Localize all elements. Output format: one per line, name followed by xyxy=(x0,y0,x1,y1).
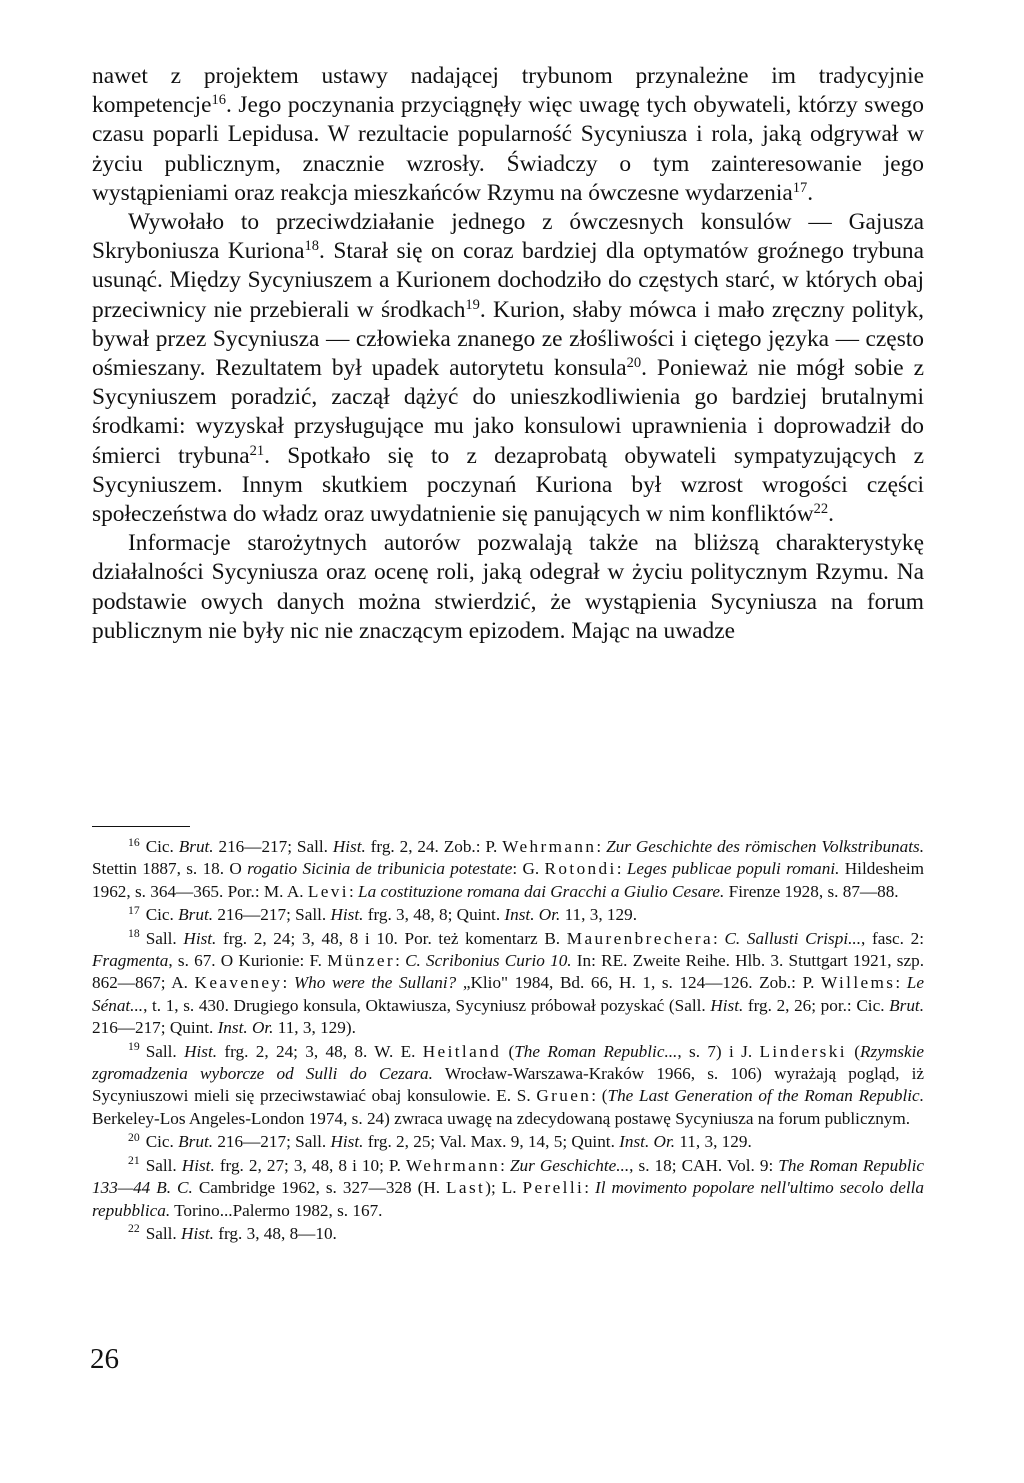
text-run: . xyxy=(828,501,834,528)
text-run: : xyxy=(584,1178,595,1198)
text-run: Brut. xyxy=(178,837,214,856)
text-run: Hist. xyxy=(710,995,744,1015)
paragraph-3: Informacje starożytnych autorów pozwalają także na bliższą charakterystykę działalności Sycyniusza oraz ocenę roli, jaką odegrał w życiu politycznym Rzymu. Na podstawie owych danych można stwierdzić, że wystąpienia Sycyniusza na forum publicznym nie były nic nie znaczącym epizodem. Mając na uwadze xyxy=(92,530,924,644)
text-run: nawet z projektem ustawy nadającej trybunom przynależne im tradycyjnie kompetencje xyxy=(92,63,924,119)
text-run: Berkeley-Los Angeles-London 1974, s. 24) zwraca uwagę na zdecydowaną postawę Sycyniusza na forum publicznym. xyxy=(92,1108,911,1128)
text-run: Hist. xyxy=(183,928,217,948)
footnote-ref-17: 17 xyxy=(792,179,808,196)
text-run: Inst. Or. xyxy=(504,905,561,925)
main-text xyxy=(92,62,924,646)
footnote-22 xyxy=(92,1223,924,1245)
text-run: Fragmenta xyxy=(92,951,169,971)
text-run: Stettin 1887, s. 18. O xyxy=(92,859,248,879)
footnote-19 xyxy=(92,1041,924,1131)
text-run: : G. xyxy=(512,859,545,879)
text-run: frg. 2, 24; 3, 48, 8. W. E. xyxy=(217,1041,423,1061)
text-run: 216—217; Quint. xyxy=(92,1018,218,1038)
text-run: Who were the Sullani? xyxy=(293,973,457,993)
text-run: frg. 2, 24. Zob.: P. xyxy=(365,837,503,856)
text-run: : xyxy=(712,928,725,948)
author-name: Rotondi xyxy=(544,859,617,879)
text-run: , fasc. 2: xyxy=(861,928,924,948)
text-run: : xyxy=(282,973,294,993)
author-name: Gruen xyxy=(536,1086,592,1106)
text-run: 216—217; Sall. xyxy=(213,905,331,925)
footnote-number: 16 xyxy=(128,835,140,849)
text-run: Hist. xyxy=(330,905,364,925)
text-run: Brut. xyxy=(889,995,924,1015)
text-run: : xyxy=(395,951,406,971)
text-run: ( xyxy=(846,1041,861,1061)
text-run: Hist. xyxy=(330,1132,364,1152)
text-run: C. Sallusti Crispi... xyxy=(724,928,861,948)
text-run: 11, 3, 129. xyxy=(560,905,638,925)
footnote-18 xyxy=(92,928,924,1040)
footnote-number: 21 xyxy=(128,1154,140,1168)
text-run: Hist. xyxy=(184,1041,218,1061)
text-run: , s. 67. O Kurionie: F. xyxy=(168,951,328,971)
text-run: : xyxy=(616,859,627,879)
text-run: Cic. xyxy=(145,905,179,925)
text-run: Cic. xyxy=(145,1132,179,1152)
text-run: : xyxy=(596,837,607,856)
text-run: , t. 1, s. 430. Drugiego konsula, Oktawiusza, Sycyniusz próbował pozyskać (Sall. xyxy=(143,995,711,1015)
text-run: Il movimento popolare nell'ultimo secolo della repubblica. xyxy=(92,1178,924,1220)
author-name: Perelli xyxy=(522,1178,585,1198)
author-name: Maurenbrechera xyxy=(566,928,713,948)
text-run: 11, 3, 129. xyxy=(675,1132,752,1152)
text-run: : xyxy=(895,973,907,993)
text-run: Firenze 1928, s. 87—88. xyxy=(724,881,899,901)
text-run: , s. 7) i J. xyxy=(677,1041,760,1061)
footnote-number: 22 xyxy=(128,1222,140,1236)
text-run: : xyxy=(348,881,359,901)
author-name: Linderski xyxy=(759,1041,847,1061)
footnote-number: 20 xyxy=(128,1130,140,1144)
footnote-ref-22: 22 xyxy=(813,501,829,518)
text-run: The Last Generation of the Roman Republic. xyxy=(607,1086,924,1106)
footnote-16 xyxy=(92,836,924,903)
footnote-ref-16: 16 xyxy=(211,92,227,109)
text-run: Sall. xyxy=(145,928,184,948)
text-run: frg. 3, 48, 8—10. xyxy=(213,1223,337,1243)
text-run: Sall. xyxy=(145,1041,185,1061)
text-run: In: RE. Zweite Reihe. Hlb. 3. Stuttgart 1921, szp. 862—867; A. xyxy=(92,951,925,993)
text-run: Wywołało to przeciwdziałanie jednego z ówczesnych konsulów — Gajusza Skryboniusza Kuriona xyxy=(92,209,924,265)
text-run: , s. 18; CAH. Vol. 9: xyxy=(629,1155,779,1175)
page-number: 26 xyxy=(90,1343,119,1375)
footnotes xyxy=(92,836,924,1246)
text-run: frg. 2, 27; 3, 48, 8 i 10; P. xyxy=(214,1155,406,1175)
text-run: . xyxy=(807,179,814,206)
footnote-number: 17 xyxy=(128,903,140,917)
author-name: Münzer xyxy=(327,951,396,971)
footnote-number: 19 xyxy=(128,1040,140,1054)
text-run: Sall. xyxy=(145,1155,182,1175)
paragraph-2 xyxy=(92,208,924,529)
text-run: frg. 3, 48, 8; Quint. xyxy=(363,905,505,925)
author-name: Last xyxy=(446,1178,486,1198)
footnote-ref-20: 20 xyxy=(626,355,642,372)
text-run: frg. 2, 26; por.: Cic. xyxy=(743,995,890,1015)
text-run: 11, 3, 129). xyxy=(273,1018,356,1038)
text-run: frg. 2, 24; 3, 48, 8 i 10. Por. też komentarz B. xyxy=(216,928,567,948)
author-name: Wehrmann xyxy=(405,1155,501,1175)
text-run: C. Scribonius Curio 10. xyxy=(405,951,572,971)
text-run: Inst. Or. xyxy=(619,1132,676,1152)
text-run: „Klio" 1984, Bd. 66, H. 1, s. 124—126. Zob.: P. xyxy=(456,973,822,993)
text-run: Hildesheim 1962, s. 364—365. Por.: M. A. xyxy=(92,859,925,901)
text-run: The Roman Republic 133—44 B. C. xyxy=(92,1155,924,1198)
author-name: Keaveney xyxy=(194,973,283,993)
text-run: Leges publicae populi romani. xyxy=(626,859,840,879)
paragraph-1 xyxy=(92,62,924,208)
text-run: The Roman Republic... xyxy=(514,1041,678,1061)
footnote-ref-19: 19 xyxy=(465,296,480,313)
footnote-21 xyxy=(92,1155,924,1222)
text-run: : xyxy=(500,1155,510,1175)
text-run: Hist. xyxy=(181,1155,215,1175)
text-run: Brut. xyxy=(178,1132,214,1152)
text-run: Zur Geschichte des römischen Volkstribunats. xyxy=(606,837,925,856)
text-run: Brut. xyxy=(178,905,214,925)
text-run: Sall. xyxy=(145,1223,182,1243)
text-run: Torino...Palermo 1982, s. 167. xyxy=(170,1200,383,1220)
author-name: Heitland xyxy=(422,1041,502,1061)
text-run: Cambridge 1962, s. 327—328 (H. xyxy=(192,1178,447,1198)
text-run: . Ponieważ nie mógł sobie z Sycyniuszem poradzić, zaczął dążyć do unieszkodliwienia go bardziej brutalnymi środkami: wyzyskał przysługujące mu jako konsulowi uprawnienia i doprowadził do śmierci trybuna xyxy=(92,355,924,469)
text-run: ); L. xyxy=(485,1178,523,1198)
author-name: Wehrmann xyxy=(502,837,597,856)
footnote-separator xyxy=(92,826,190,827)
text-run: Zur Geschichte... xyxy=(509,1155,630,1175)
text-run: frg. 2, 25; Val. Max. 9, 14, 5; Quint. xyxy=(363,1132,620,1152)
text-run: . Starał się on coraz bardziej dla optymatów groźnego trybuna usunąć. Między Sycyniuszem a Kurionem dochodziło do częstych starć, w których obaj przeciwnicy nie przebierali w środkach xyxy=(92,238,924,323)
text-run: Cic. xyxy=(145,837,179,856)
footnote-ref-18: 18 xyxy=(304,238,320,255)
text-run: Hist. xyxy=(181,1223,214,1243)
text-run: . Kurion, słaby mówca i mało zręczny polityk, bywał przez Sycyniusza — człowieka znanego ze złośliwości i ciętego języka — często ośmieszany. Rezultatem był upadek autorytetu konsula xyxy=(92,296,924,382)
text-run: : ( xyxy=(591,1086,608,1106)
text-run: . Spotkało się to z dezaprobatą obywateli sympatyzujących z Sycyniuszem. Innym skutkiem poczynań Kuriona był wzrost wrogości części społeczeństwa do władz oraz uwydatnienie się panujących w nim konfliktów xyxy=(92,442,924,528)
text-run: Wrocław-Warszawa-Kraków 1966, s. 106) wyrażają pogląd, iż Sycyniuszowi mieli się przeciwstawiać obaj konsulowie. E. S. xyxy=(92,1064,924,1106)
text-run: 216—217; Sall. xyxy=(213,837,333,856)
author-name: Willems xyxy=(821,973,896,993)
footnote-ref-21: 21 xyxy=(249,442,265,459)
text-run: 216—217; Sall. xyxy=(213,1132,331,1152)
text-run: Rzymskie zgromadzenia wyborcze od Sulli do Cezara. xyxy=(92,1041,924,1084)
text-run: La costituzione romana dai Gracchi a Giulio Cesare. xyxy=(358,881,725,901)
text-run: . Jego poczynania przyciągnęły więc uwagę tych obywateli, którzy swego czasu poparli Lepidusa. W rezultacie popularność Sycyniusza i rola, jaką odgrywał w życiu publicznym, znacznie wzrosły. Świadczy o tym zainteresowanie jego wystąpieniami oraz reakcja mieszkańców Rzymu na ówczesne wydarzenia xyxy=(92,92,924,206)
text-run: rogatio Sicinia de tribunicia potestate xyxy=(247,859,513,879)
author-name: Levi xyxy=(307,881,349,901)
text-run: Hist. xyxy=(332,837,366,856)
footnote-20 xyxy=(92,1131,924,1153)
text-run: Le Sénat... xyxy=(92,973,924,1015)
text-run: ( xyxy=(501,1041,515,1061)
text-run: Inst. Or. xyxy=(217,1018,274,1038)
footnote-17 xyxy=(92,904,924,926)
footnote-number: 18 xyxy=(128,927,140,941)
